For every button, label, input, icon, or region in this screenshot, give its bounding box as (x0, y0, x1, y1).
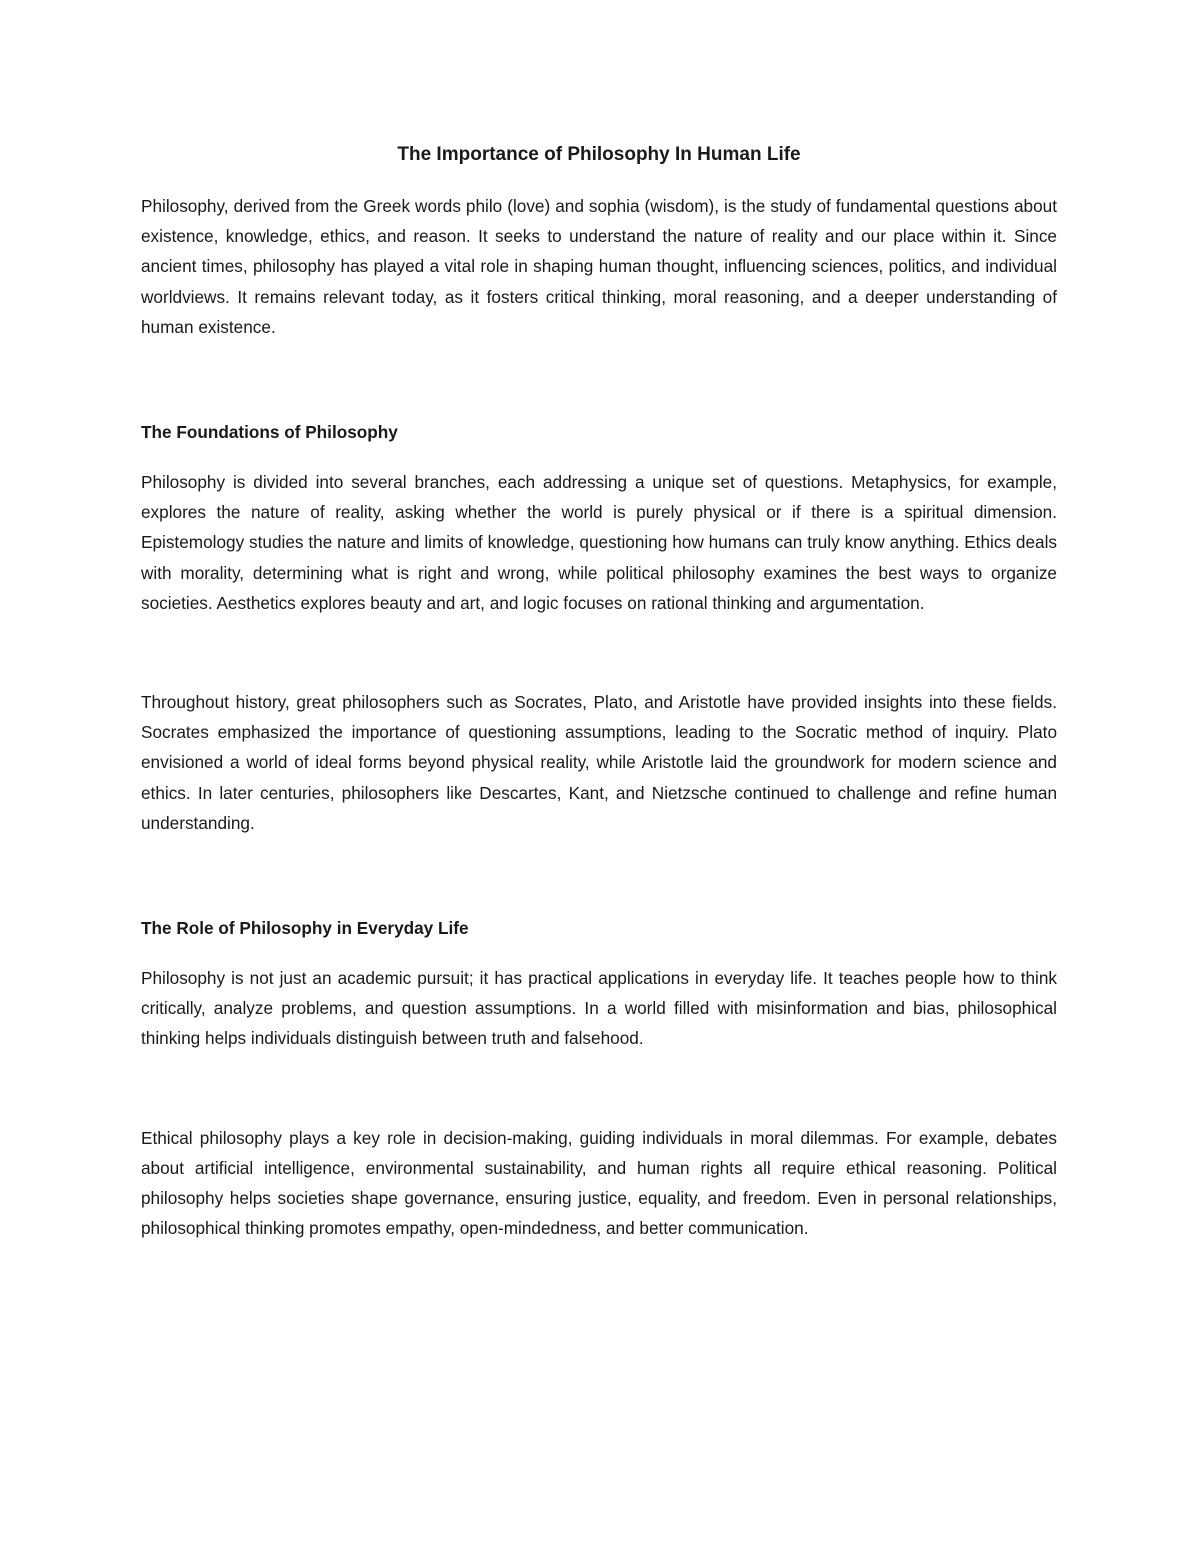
body-paragraph: Philosophy is divided into several branches, each addressing a unique set of questions. Metaphysics, for example, explores the nature of reality, asking whether the world is purely physical or if there is a spiritual dimension. Epistemology studies the nature and limits of knowledge, questioning how humans can truly know anything. Ethics deals with morality, determining what is right and wrong, while political philosophy examines the best ways to organize societies. Aesthetics explores beauty and art, and logic focuses on rational thinking and argumentation. (141, 472, 1057, 613)
spacer (141, 447, 1057, 467)
spacer (141, 618, 1057, 687)
spacer (141, 838, 1057, 913)
section-heading-everyday-life: The Role of Philosophy in Everyday Life (141, 918, 469, 939)
body-paragraph: Philosophy is not just an academic pursuit; it has practical applications in everyday life. It teaches people how to think critically, analyze problems, and question assumptions. In a world filled with misinformation and bias, philosophical thinking helps individuals distinguish between truth and falsehood. (141, 968, 1057, 1049)
document-page (141, 140, 1057, 1243)
document-title: The Importance of Philosophy In Human Life (397, 144, 801, 165)
section-heading-foundations: The Foundations of Philosophy (141, 422, 398, 443)
intro-paragraph: Philosophy, derived from the Greek words philo (love) and sophia (wisdom), is the study of fundamental questions about existence, knowledge, ethics, and reason. It seeks to understand the nature of reality and our place within it. Since ancient times, philosophy has played a vital role in shaping human thought, influencing sciences, politics, and individual worldviews. It remains relevant today, as it fosters critical thinking, moral reasoning, and a deeper understanding of human existence. (141, 196, 1057, 337)
spacer (141, 1054, 1057, 1123)
body-paragraph: Ethical philosophy plays a key role in decision-making, guiding individuals in moral dilemmas. For example, debates about artificial intelligence, environmental sustainability, and human rights all require ethical reasoning. Political philosophy helps societies shape governance, ensuring justice, equality, and freedom. Even in personal relationships, philosophical thinking promotes empathy, open-mindedness, and better communication. (141, 1127, 1057, 1239)
body-paragraph: Throughout history, great philosophers such as Socrates, Plato, and Aristotle have provided insights into these fields. Socrates emphasized the importance of questioning assumptions, leading to the Socratic method of inquiry. Plato envisioned a world of ideal forms beyond physical reality, while Aristotle laid the groundwork for modern science and ethics. In later centuries, philosophers like Descartes, Kant, and Nietzsche continued to challenge and refine human understanding. (141, 692, 1057, 833)
spacer (141, 943, 1057, 963)
spacer (141, 342, 1057, 417)
